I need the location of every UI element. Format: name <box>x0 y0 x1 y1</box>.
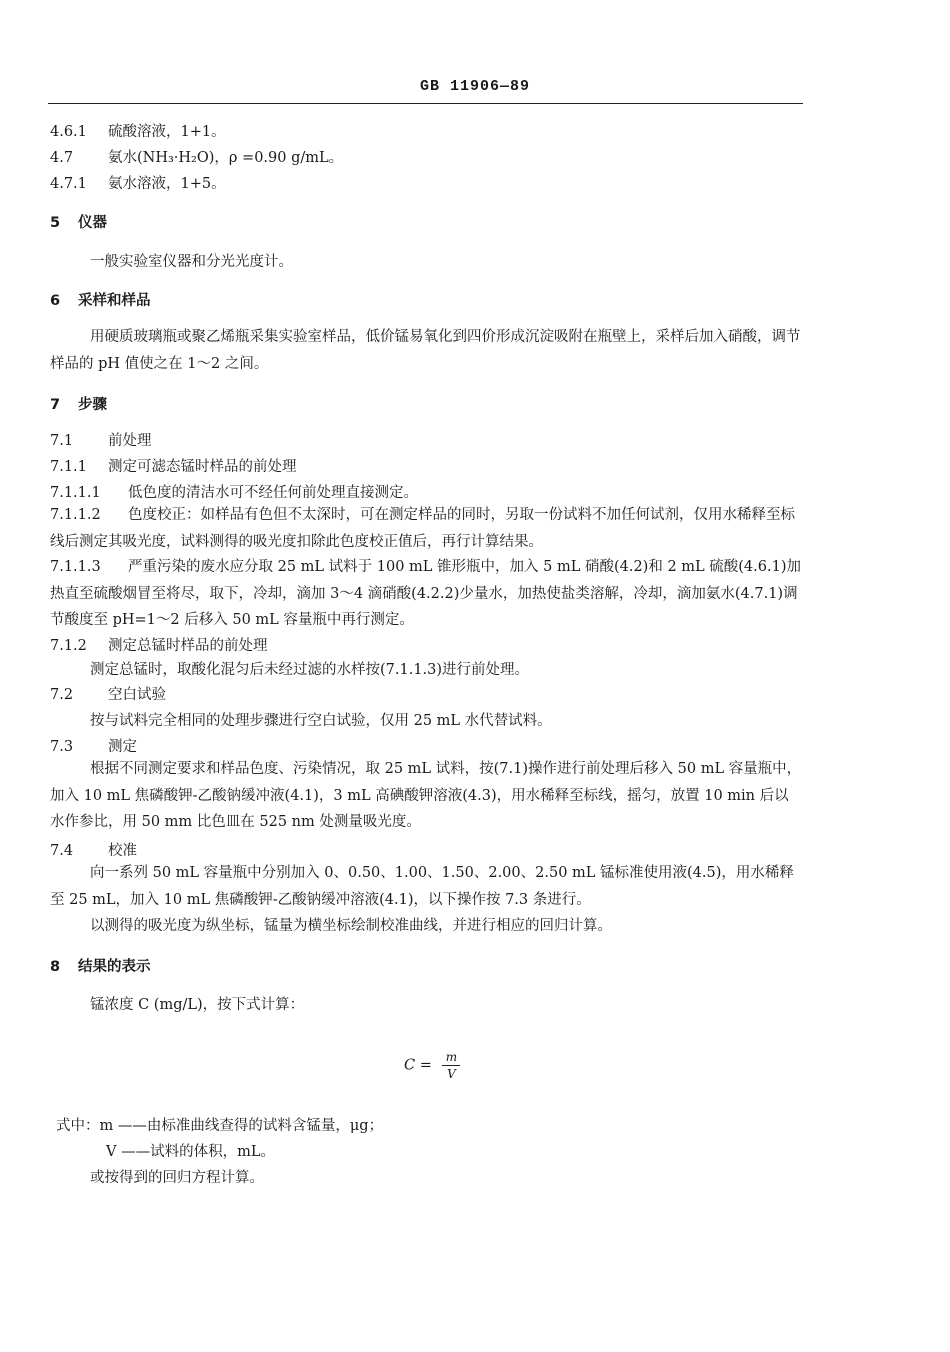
section-7-heading <box>50 396 107 414</box>
step-number: 7.1.2 <box>50 638 87 654</box>
step-text: 测定可滤态锰时样品的前处理 <box>108 459 297 475</box>
step-7-1-1 <box>50 458 297 476</box>
step-number: 7.1.1.3 <box>50 559 101 575</box>
item-4-7-1 <box>50 175 226 193</box>
step-7-4-body: 向一系列 50 mL 容量瓶中分别加入 0、0.50、1.00、1.50、2.00、2.50 mL 锰标准使用液(4.5)，用水稀释至 25 mL，加入 10 mL 焦磷酸钾-乙酸钠缓冲溶液(4.1)，以下操作按 7.3 条进行。 <box>50 865 794 908</box>
section-number: 7 <box>50 397 61 413</box>
item-text: 氨水溶液，1+5。 <box>108 176 226 192</box>
header-rule <box>48 103 803 104</box>
step-7-1-1-1 <box>50 484 418 502</box>
formula-fraction <box>442 1050 460 1081</box>
step-text: 测定总锰时样品的前处理 <box>108 638 268 654</box>
section-title: 结果的表示 <box>78 959 151 975</box>
step-7-1-1-3 <box>50 554 802 634</box>
formula <box>404 1050 460 1081</box>
item-4-6-1 <box>50 123 226 141</box>
step-number: 7.1.1 <box>50 459 87 475</box>
section-6-heading <box>50 292 151 310</box>
step-number: 7.4 <box>50 843 74 859</box>
step-7-4 <box>50 842 137 860</box>
item-number: 4.7 <box>50 150 74 166</box>
page-header: GB 11906—89 <box>419 78 531 95</box>
section-number: 6 <box>50 293 61 309</box>
step-7-3 <box>50 738 137 756</box>
formula-denominator: V <box>447 1067 456 1081</box>
step-text: 色度校正：如样品有色但不太深时，可在测定样品的同时，另取一份试料不加任何试剂，仅用水稀释至标线后测定其吸光度，试料测得的吸光度扣除此色度校正值后，再行计算结果。 <box>50 507 795 550</box>
formula-numerator: m <box>445 1050 458 1064</box>
section-8-heading <box>50 958 151 976</box>
item-number: 4.6.1 <box>50 124 87 140</box>
item-number: 4.7.1 <box>50 176 87 192</box>
step-number: 7.1.1.1 <box>50 485 101 501</box>
section-5-heading <box>50 214 107 232</box>
step-text: 测定 <box>108 739 137 755</box>
section-6-body: 用硬质玻璃瓶或聚乙烯瓶采集实验室样品，低价锰易氧化到四价形成沉淀吸附在瓶壁上，采样后加入硝酸，调节样品的 pH 值使之在 1～2 之间。 <box>50 329 801 372</box>
section-title: 步骤 <box>78 397 107 413</box>
results-alt: 或按得到的回归方程计算。 <box>90 1170 264 1186</box>
step-7-3-body: 根据不同测定要求和样品色度、污染情况，取 25 mL 试料，按(7.1)操作进行前处理后移入 50 mL 容量瓶中，加入 10 mL 焦磷酸钾-乙酸钠缓冲液(4.1)，3 mL 高碘酸钾溶液(4.3)，用水稀释至标线，摇匀，放置 10 min 后以水作参比，用 50 mm 比色皿在 525 nm 处测量吸光度。 <box>50 761 802 830</box>
step-number: 7.1 <box>50 433 74 449</box>
step-7-1 <box>50 432 152 450</box>
step-number: 7.1.1.2 <box>50 507 101 523</box>
section-5-body: 一般实验室仪器和分光光度计。 <box>90 254 293 270</box>
section-number: 8 <box>50 959 61 975</box>
item-text: 氨水(NH₃·H₂O)，ρ =0.90 g/mL。 <box>108 150 344 166</box>
step-7-4-body2: 以测得的吸光度为纵坐标，锰量为横坐标绘制校准曲线，并进行相应的回归计算。 <box>90 918 612 934</box>
where-v: V ——试料的体积，mL。 <box>106 1144 275 1160</box>
step-number: 7.2 <box>50 687 74 703</box>
step-7-2-body: 按与试料完全相同的处理步骤进行空白试验，仅用 25 mL 水代替试料。 <box>90 713 552 729</box>
step-7-2 <box>50 686 166 704</box>
section-title: 仪器 <box>78 215 107 231</box>
step-number: 7.3 <box>50 739 74 755</box>
step-text: 空白试验 <box>108 687 166 703</box>
step-text: 校准 <box>108 843 137 859</box>
section-title: 采样和样品 <box>78 293 151 309</box>
step-7-1-2 <box>50 637 268 655</box>
item-4-7 <box>50 149 343 167</box>
where-m <box>56 1117 383 1135</box>
fraction-bar <box>442 1065 460 1066</box>
item-text: 硫酸溶液，1+1。 <box>108 124 226 140</box>
m-definition: m ——由标准曲线查得的试料含锰量，μg； <box>99 1118 384 1134</box>
step-7-1-2-body: 测定总锰时，取酸化混匀后未经过滤的水样按(7.1.1.3)进行前处理。 <box>90 662 530 678</box>
section-number: 5 <box>50 215 61 231</box>
results-intro: 锰浓度 C (mg/L)，按下式计算： <box>90 997 305 1013</box>
step-text: 严重污染的废水应分取 25 mL 试料于 100 mL 锥形瓶中，加入 5 mL 硝酸(4.2)和 2 mL 硫酸(4.6.1)加热直至硫酸烟冒至将尽，取下，冷却，滴加 3～4 滴硝酸(4.2.2)少量水，加热使盐类溶解，冷却，滴加氨水(4.7.1)调节酸度至 pH=1～2 后移入 50 mL 容量瓶中再行测定。 <box>50 559 801 628</box>
step-7-1-1-2 <box>50 502 802 555</box>
where-label: 式中： <box>56 1118 100 1134</box>
step-text: 低色度的清洁水可不经任何前处理直接测定。 <box>128 485 418 501</box>
step-text: 前处理 <box>108 433 152 449</box>
formula-lhs: C = <box>404 1057 432 1074</box>
